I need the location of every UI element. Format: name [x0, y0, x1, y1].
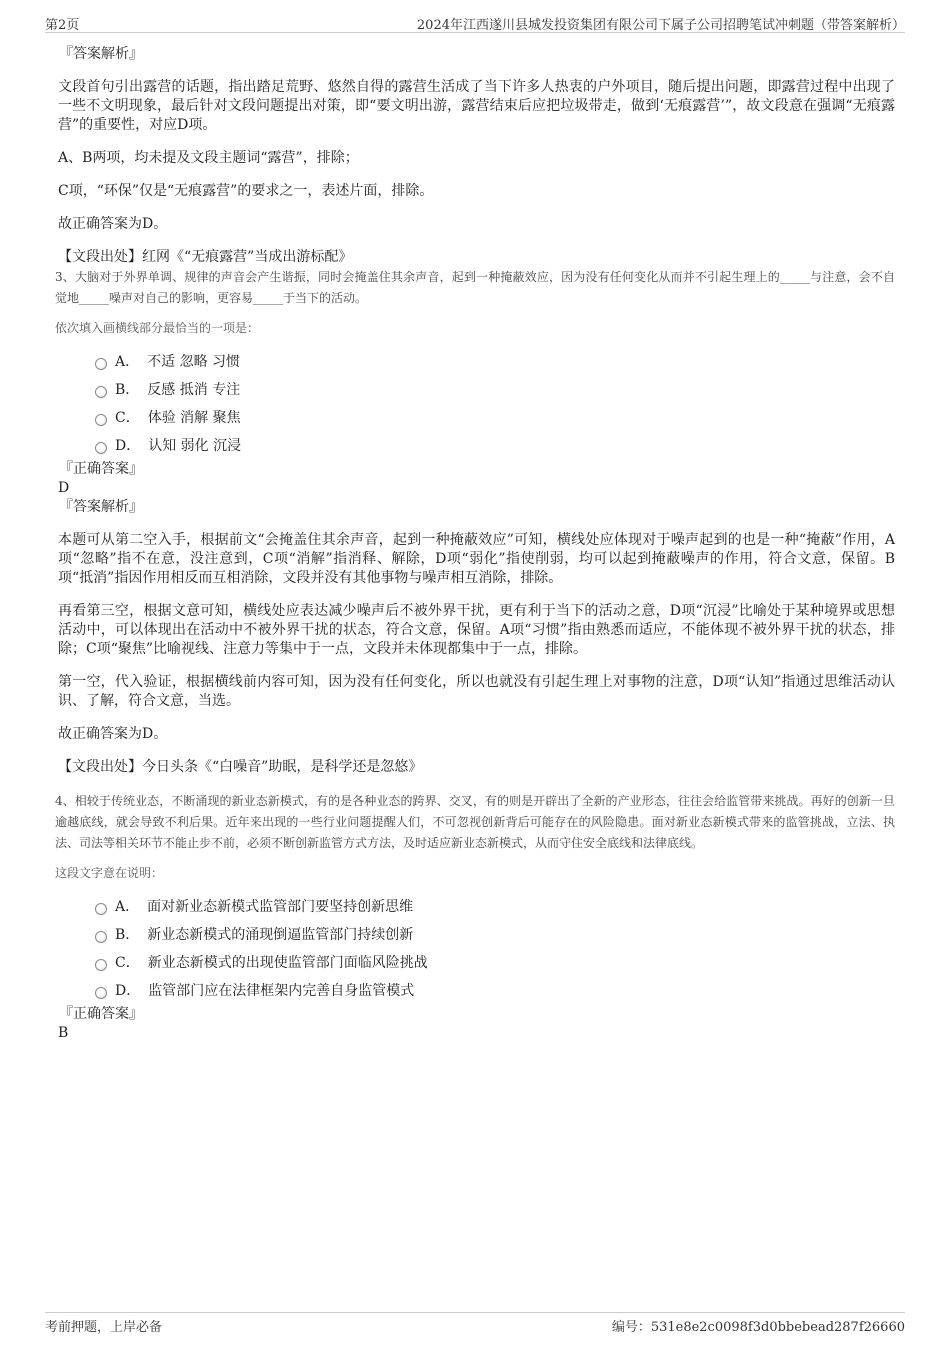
q3-option-a[interactable]	[95, 347, 895, 375]
document-code: 编号：531e8e2c0098f3d0bbebead287f26660	[611, 1320, 905, 1335]
q3-option-b[interactable]	[95, 375, 895, 403]
q3-answer: D	[58, 480, 70, 496]
option-letter: C．	[115, 410, 140, 426]
option-text: 面对新业态新模式监管部门要坚持创新思维	[147, 899, 414, 915]
q2-analysis-paragraph: 故正确答案为D。	[58, 216, 168, 232]
q3-source: 【文段出处】今日头条《“白噪音”助眠，是科学还是忽悠》	[58, 759, 423, 775]
q3-answer-label: 『正确答案』	[59, 461, 143, 477]
option-text: 新业态新模式的涌现倒逼监管部门持续创新	[147, 927, 414, 943]
page-footer	[45, 1312, 905, 1335]
q3-analysis-paragraph: 第一空，代入验证，根据横线前内容可知，因为没有任何变化，所以也就没有引起生理上对事物的注意，D项“认知”指通过思维活动认识、了解，符合文意，当选。	[58, 674, 895, 709]
q3-analysis-paragraph: 本题可从第二空入手，根据前文“会掩盖住其余声音，起到一种掩蔽效应”可知，横线处应体现对于噪声起到的也是一种“掩蔽”作用，A项“忽略”指不在意，没注意到，C项“消解”指消释、解除，D项“弱化”指使削弱，均可以起到掩蔽噪声的作用，符合文意，保留。B项“抵消”指因作用相反而互相消除，文段并没有其他事物与噪声相互消除，排除。	[58, 532, 895, 586]
option-letter: B．	[115, 382, 140, 398]
radio-icon[interactable]	[95, 987, 107, 999]
page-header	[45, 12, 905, 33]
radio-icon[interactable]	[95, 959, 107, 971]
q4-answer-label: 『正确答案』	[59, 1006, 143, 1022]
q2-analysis-paragraph: C项，“环保”仅是“无痕露营”的要求之一，表述片面，排除。	[58, 183, 434, 199]
q3-analysis-paragraph: 故正确答案为D。	[58, 726, 168, 742]
q4-answer: B	[58, 1025, 69, 1041]
option-letter: D．	[115, 438, 141, 454]
radio-icon[interactable]	[95, 358, 107, 370]
q4-question-text: 4、相较于传统业态，不断涌现的新业态新模式，有的是各种业态的跨界、交叉，有的则是开辟出了全新的产业形态，往往会给监管带来挑战。再好的创新一旦逾越底线，就会导致不利后果。近年来出现的一些行业问题提醒人们，不可忽视创新背后可能存在的风险隐患。面对新业态新模式带来的监管挑战，立法、执法、司法等相关环节不能止步不前，必须不断创新监管方式方法，及时适应新业态新模式，从而守住安全底线和法律底线。	[55, 794, 895, 850]
radio-icon[interactable]	[95, 931, 107, 943]
option-text: 监管部门应在法律框架内完善自身监管模式	[148, 983, 415, 999]
option-text: 新业态新模式的出现使监管部门面临风险挑战	[147, 955, 428, 971]
q3-prompt: 依次填入画横线部分最恰当的一项是：	[55, 321, 260, 335]
q2-analysis-label: 『答案解析』	[59, 46, 143, 62]
q4-options	[95, 892, 895, 1004]
q3-options	[95, 347, 895, 459]
radio-icon[interactable]	[95, 442, 107, 454]
footer-slogan: 考前押题，上岸必备	[45, 1320, 163, 1335]
q2-analysis-paragraph: A、B两项，均未提及文段主题词“露营”，排除；	[58, 150, 359, 166]
option-text: 反感 抵消 专注	[147, 382, 241, 398]
page-number: 第2页	[45, 18, 80, 33]
q4-option-b[interactable]	[95, 920, 895, 948]
q4-option-a[interactable]	[95, 892, 895, 920]
q3-question-text: 3、大脑对于外界单调、规律的声音会产生谐振，同时会掩盖住其余声音，起到一种掩蔽效应，因为没有任何变化从而并不引起生理上的_____与注意，会不自觉地_____噪声对自己的影响，更容易_____于当下的活动。	[55, 270, 895, 305]
q3-analysis-label: 『答案解析』	[59, 499, 143, 515]
option-letter: A．	[115, 899, 140, 915]
document-body	[55, 44, 895, 1042]
q4-option-c[interactable]	[95, 948, 895, 976]
option-letter: D．	[115, 983, 141, 999]
q2-source: 【文段出处】红网《“无痕露营”当成出游标配》	[58, 249, 353, 265]
q4-prompt: 这段文字意在说明：	[55, 866, 164, 880]
q3-option-c[interactable]	[95, 403, 895, 431]
q2-analysis-paragraph: 文段首句引出露营的话题，指出踏足荒野、悠然自得的露营生活成了当下许多人热衷的户外项目，随后提出问题，即露营过程中出现了一些不文明现象，最后针对文段问题提出对策，即“要文明出游，露营结束后应把垃圾带走，做到‘无痕露营’”，故文段意在强调“无痕露营”的重要性，对应D项。	[58, 79, 895, 133]
option-letter: C．	[115, 955, 140, 971]
document-title: 2024年江西遂川县城发投资集团有限公司下属子公司招聘笔试冲刺题（带答案解析）	[416, 18, 905, 33]
option-letter: B．	[115, 927, 140, 943]
q3-analysis-paragraph: 再看第三空，根据文意可知，横线处应表达减少噪声后不被外界干扰，更有利于当下的活动之意，D项“沉浸”比喻处于某种境界或思想活动中，可以体现出在活动中不被外界干扰的状态，符合文意，保留。A项“习惯”指由熟悉而适应，不能体现不被外界干扰的状态，排除；C项“聚焦”比喻视线、注意力等集中于一点，文段并未体现都集中于一点，排除。	[58, 603, 895, 657]
option-text: 认知 弱化 沉浸	[148, 438, 242, 454]
q3-option-d[interactable]	[95, 431, 895, 459]
radio-icon[interactable]	[95, 386, 107, 398]
option-text: 不适 忽略 习惯	[147, 354, 241, 370]
option-text: 体验 消解 聚焦	[147, 410, 241, 426]
radio-icon[interactable]	[95, 903, 107, 915]
q4-option-d[interactable]	[95, 976, 895, 1004]
radio-icon[interactable]	[95, 414, 107, 426]
option-letter: A．	[115, 354, 140, 370]
